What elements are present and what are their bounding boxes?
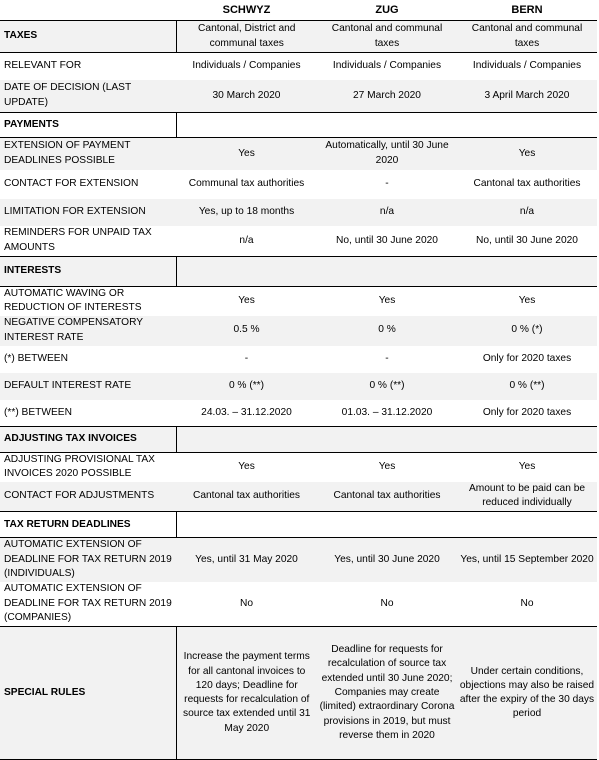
section-row-adjusting-tax-invoices bbox=[0, 427, 597, 453]
row-label: REMINDERS FOR UNPAID TAX AMOUNTS bbox=[4, 227, 152, 253]
row-label: AUTOMATIC EXTENSION OF DEADLINE FOR TAX RETURN 2019 (COMPANIES) bbox=[4, 583, 172, 624]
cell-bern: Individuals / Companies bbox=[472, 60, 582, 72]
header-zug: ZUG bbox=[375, 3, 399, 16]
cell-schwyz bbox=[176, 257, 317, 287]
section-label: PAYMENTS bbox=[0, 113, 176, 138]
section-label: TAX RETURN DEADLINES bbox=[0, 512, 176, 538]
cell-zug: No bbox=[380, 597, 394, 609]
cell-zug: Yes bbox=[378, 295, 396, 307]
cell-schwyz: Yes, up to 18 months bbox=[176, 199, 317, 226]
cell-schwyz: Yes bbox=[238, 461, 255, 473]
cell-bern: No bbox=[520, 597, 534, 609]
cell-zug: 0 % (**) bbox=[317, 373, 457, 400]
section-row-taxes bbox=[0, 21, 597, 53]
row-label: ADJUSTING PROVISIONAL TAX INVOICES 2020 POSSIBLE bbox=[4, 454, 155, 480]
cell-schwyz: Communal tax authorities bbox=[188, 177, 305, 189]
row-label: DATE OF DECISION (LAST UPDATE) bbox=[0, 80, 176, 113]
cell-bern bbox=[457, 427, 597, 453]
cell-bern: Cantonal and communal taxes bbox=[457, 21, 597, 53]
cell-bern: Cantonal tax authorities bbox=[473, 177, 581, 189]
table-row-extension-companies bbox=[0, 582, 597, 627]
cell-schwyz: Yes bbox=[238, 295, 255, 307]
header-bern: BERN bbox=[511, 3, 543, 16]
cell-zug bbox=[317, 257, 457, 287]
cell-zug: 0 % bbox=[317, 316, 457, 346]
cell-bern: Yes bbox=[457, 138, 597, 170]
row-label: AUTOMATIC EXTENSION OF DEADLINE FOR TAX RETURN 2019 (INDIVIDUALS) bbox=[0, 538, 176, 582]
cell-bern: n/a bbox=[457, 199, 597, 226]
cell-bern: Only for 2020 taxes bbox=[482, 406, 572, 418]
cell-zug: n/a bbox=[317, 199, 457, 226]
cell-bern: 0 % (*) bbox=[457, 316, 597, 346]
cell-zug: - bbox=[385, 177, 389, 189]
cell-bern bbox=[457, 113, 597, 138]
section-label: TAXES bbox=[0, 21, 176, 53]
cell-zug bbox=[317, 512, 457, 538]
cell-zug: Deadline for requests for recalculation of source tax extended until 30 June 2020; Companies may create (limited) extraordinary Corona provisions in 2019, but must reverse them in 2020 bbox=[317, 627, 457, 760]
section-label: ADJUSTING TAX INVOICES bbox=[0, 427, 176, 453]
section-row-special-rules bbox=[0, 627, 597, 760]
table-row-default-interest-rate bbox=[0, 373, 597, 400]
cell-bern: 0 % (**) bbox=[457, 373, 597, 400]
row-label: (*) BETWEEN bbox=[4, 352, 68, 364]
cell-schwyz bbox=[176, 512, 317, 538]
cell-schwyz: 24.03. – 31.12.2020 bbox=[201, 406, 292, 418]
header-empty-cell bbox=[0, 0, 176, 21]
cell-zug: Automatically, until 30 June 2020 bbox=[317, 138, 457, 170]
cell-schwyz: Increase the payment terms for all cantonal invoices to 120 days; Deadline for requests for recalculation of source tax extended until 31 May 2020 bbox=[176, 627, 317, 760]
row-label: CONTACT FOR ADJUSTMENTS bbox=[0, 482, 176, 512]
row-label: NEGATIVE COMPENSATORY INTEREST RATE bbox=[0, 316, 176, 346]
cell-schwyz: Individuals / Companies bbox=[192, 60, 301, 72]
cell-zug bbox=[317, 113, 457, 138]
row-label: EXTENSION OF PAYMENT DEADLINES POSSIBLE bbox=[0, 138, 176, 170]
cell-schwyz: - bbox=[244, 352, 249, 364]
section-row-payments bbox=[0, 113, 597, 138]
cell-bern: Yes, until 15 September 2020 bbox=[457, 538, 597, 582]
table-row-double-star-between bbox=[0, 400, 597, 427]
section-label: INTERESTS bbox=[0, 257, 176, 287]
cell-schwyz: Yes, until 31 May 2020 bbox=[176, 538, 317, 582]
cell-bern bbox=[457, 512, 597, 538]
cell-bern: No, until 30 June 2020 bbox=[476, 234, 578, 246]
cell-zug: Yes bbox=[378, 461, 396, 473]
cell-schwyz: n/a bbox=[239, 234, 254, 246]
cell-zug: Individuals / Companies bbox=[332, 60, 442, 72]
table-row-limitation-for-extension bbox=[0, 199, 597, 226]
table-row-extension-individuals bbox=[0, 538, 597, 582]
cell-schwyz: Cantonal tax authorities bbox=[176, 482, 317, 512]
cell-zug: Yes, until 30 June 2020 bbox=[317, 538, 457, 582]
cell-bern bbox=[457, 257, 597, 287]
table-row-contact-for-adjustments bbox=[0, 482, 597, 512]
cell-bern: Yes bbox=[518, 295, 536, 307]
row-label: AUTOMATIC WAVING OR REDUCTION OF INTERESTS bbox=[4, 288, 142, 314]
row-label: RELEVANT FOR bbox=[4, 60, 82, 72]
cell-bern: Yes bbox=[518, 461, 536, 473]
cell-bern: Under certain conditions, objections may also be raised after the expiry of the 30 days period bbox=[457, 627, 597, 760]
row-label: LIMITATION FOR EXTENSION bbox=[0, 199, 176, 226]
row-label: CONTACT FOR EXTENSION bbox=[4, 177, 139, 189]
table-row-date-of-decision bbox=[0, 80, 597, 113]
cell-schwyz: No bbox=[239, 597, 254, 609]
cell-bern: 3 April March 2020 bbox=[457, 80, 597, 113]
cell-zug: - bbox=[385, 352, 389, 364]
cell-zug: No, until 30 June 2020 bbox=[336, 234, 438, 246]
cell-schwyz: 30 March 2020 bbox=[176, 80, 317, 113]
cell-zug: Cantonal tax authorities bbox=[317, 482, 457, 512]
row-label: DEFAULT INTEREST RATE bbox=[0, 373, 176, 400]
cell-zug: 27 March 2020 bbox=[317, 80, 457, 113]
row-label: (**) BETWEEN bbox=[4, 406, 72, 418]
cell-bern: Only for 2020 taxes bbox=[482, 352, 572, 364]
cell-schwyz bbox=[176, 427, 317, 453]
table-row-negative-compensatory bbox=[0, 316, 597, 346]
cell-bern: Amount to be paid can be reduced individually bbox=[457, 482, 597, 512]
table-row-contact-for-extension bbox=[0, 170, 597, 199]
cell-schwyz: Yes bbox=[176, 138, 317, 170]
cell-schwyz: 0.5 % bbox=[176, 316, 317, 346]
table-row-relevant-for bbox=[0, 53, 597, 80]
section-row-interests bbox=[0, 257, 597, 287]
cell-zug: Cantonal and communal taxes bbox=[317, 21, 457, 53]
section-row-tax-return-deadlines bbox=[0, 512, 597, 538]
table-row-automatic-waving bbox=[0, 287, 597, 316]
header-schwyz: SCHWYZ bbox=[222, 3, 271, 16]
cell-zug: 01.03. – 31.12.2020 bbox=[341, 406, 433, 418]
cell-schwyz: Cantonal, District and communal taxes bbox=[176, 21, 317, 53]
table-row-adjusting-provisional bbox=[0, 453, 597, 482]
table-row-star-between bbox=[0, 346, 597, 373]
table-row-extension-of-payment bbox=[0, 138, 597, 170]
cell-schwyz bbox=[176, 113, 317, 138]
section-label: SPECIAL RULES bbox=[0, 627, 176, 760]
cell-zug bbox=[317, 427, 457, 453]
table-row-reminders-for-unpaid bbox=[0, 226, 597, 257]
cell-schwyz: 0 % (**) bbox=[176, 373, 317, 400]
